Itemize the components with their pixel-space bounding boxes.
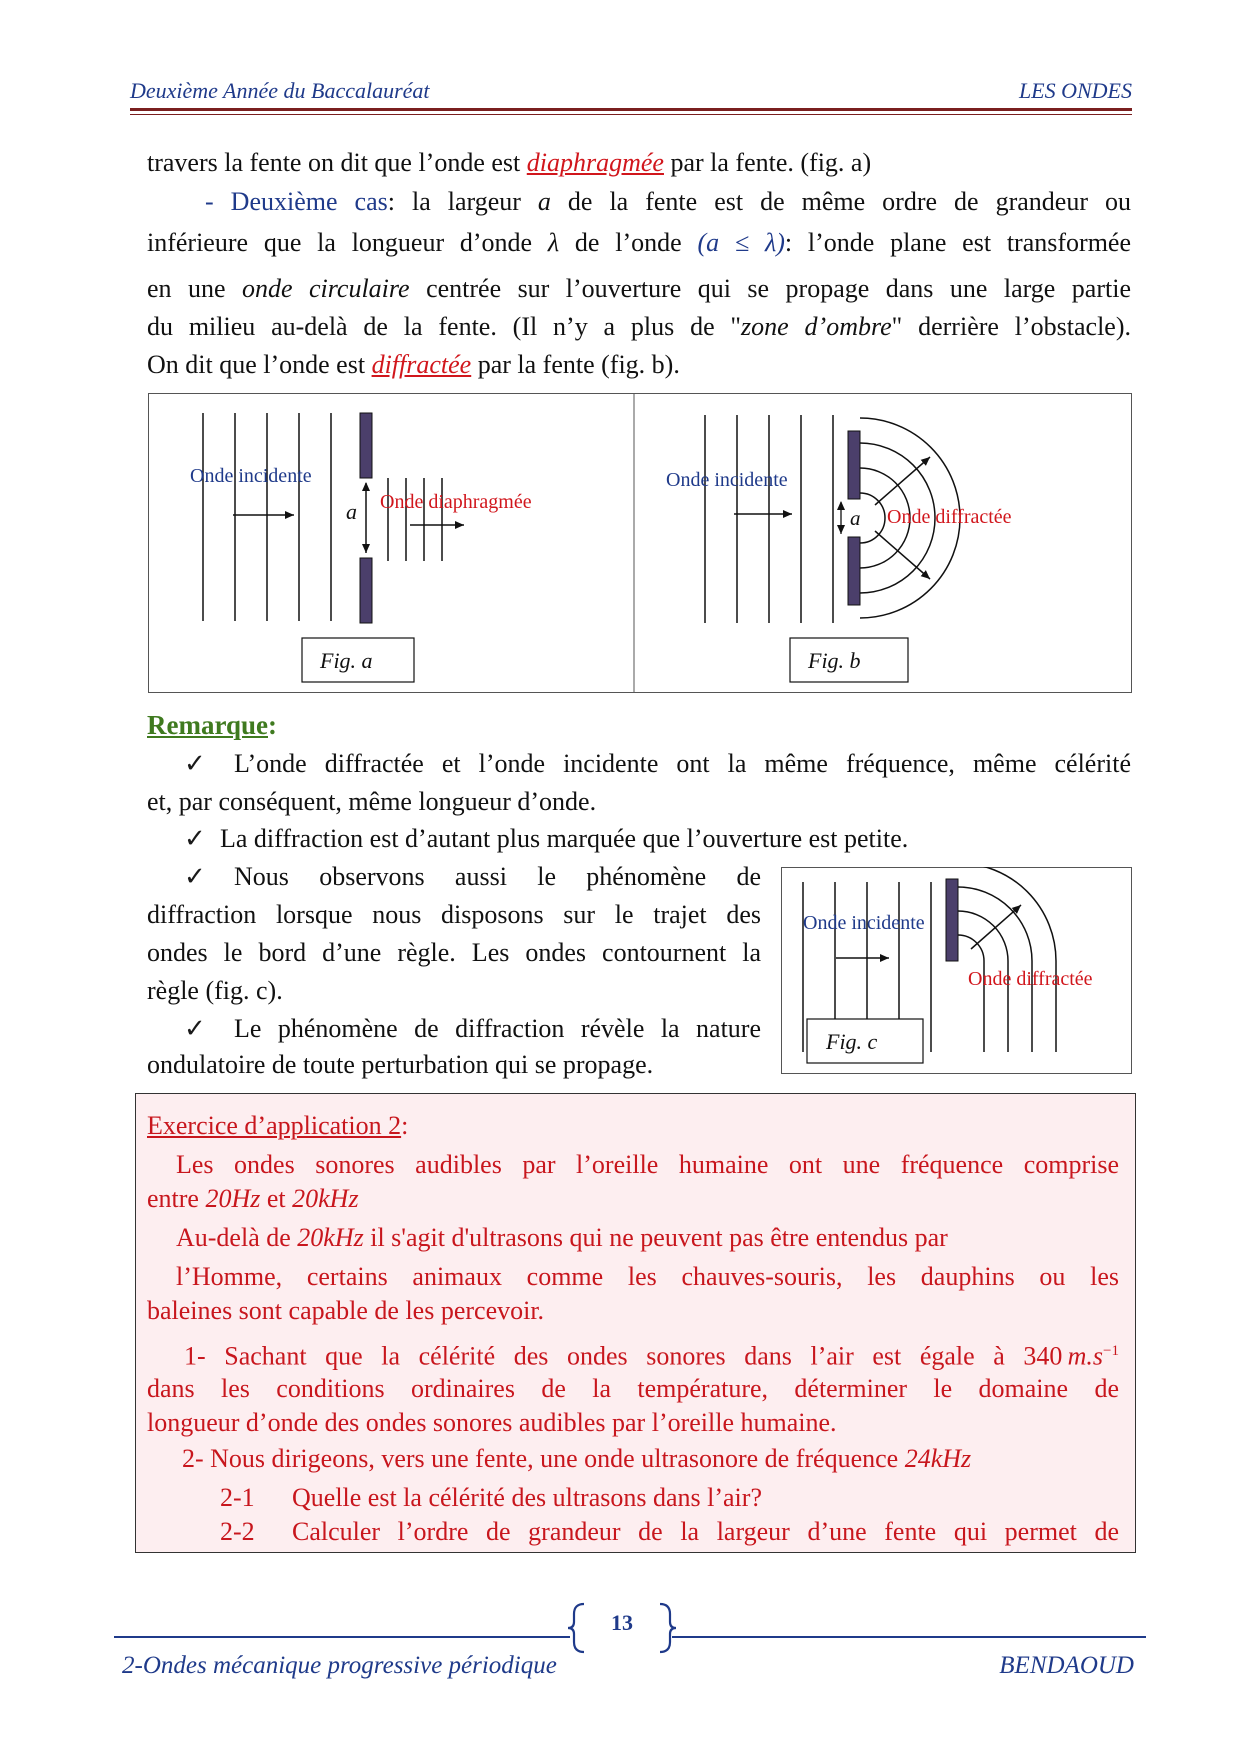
exercise-q1-line-1: 1- Sachant que la célérité des ondes sonores dans l’air est égale à 340 $m.s^{-1}$ (184, 1341, 1119, 1371)
label-slit-width-b: a (850, 506, 861, 530)
label-incident-b: Onde incidente (666, 469, 788, 491)
checkmark-icon: ✓ (184, 862, 206, 891)
footer-rule-left (114, 1636, 570, 1638)
label-incident-c: Onde incidente (803, 912, 925, 934)
exercise-q21-text: Quelle est la célérité des ultrasons dans l’air? (292, 1483, 762, 1512)
remark-3-check (184, 862, 206, 892)
exercise-q1-line-2: dans les conditions ordinaires de la température, déterminer le domaine de (147, 1374, 1119, 1403)
label-diffracted-wave-c: Onde diffractée (968, 968, 1093, 990)
caption-fig-b: Fig. b (808, 648, 861, 673)
checkmark-icon: ✓ (184, 824, 206, 853)
exercise-p1-line-1: Les ondes sonores audibles par l’oreille humaine ont une fréquence comprise (176, 1150, 1119, 1179)
page-number: 13 (611, 1610, 633, 1635)
condition-formula: (a ≤ λ) (697, 228, 785, 257)
frequency-24khz: 24kHz (904, 1444, 972, 1473)
slit-wall-bottom-a (360, 558, 372, 623)
text-line-5: du milieu au-delà de la fente. (Il n’y a plus de "zone d’ombre" derrière l’obstacle). (147, 312, 1131, 341)
figure-c (781, 867, 1132, 1074)
frequency-20khz: 20kHz (292, 1184, 359, 1213)
text-line-1: travers la fente on dit que l’onde est diaphragmée par la fente. (fig. a) (147, 148, 872, 177)
figure-ab (148, 393, 1132, 693)
header-rule (130, 108, 1132, 111)
header-rule-thin (130, 114, 1132, 115)
remark-3-line-4: règle (fig. c). (147, 976, 283, 1005)
label-diffracted-wave-b: Onde diffractée (887, 506, 1012, 528)
checkmark-icon: ✓ (184, 1014, 206, 1043)
remark-2-check (184, 824, 206, 854)
text-line-4: en une onde circulaire centrée sur l’ouverture qui se propage dans une large partie (147, 274, 1131, 303)
exercise-p3-line-1: l’Homme, certains animaux comme les chauves-souris, les dauphins ou les (176, 1262, 1119, 1291)
slit-wall-bottom-b (848, 537, 860, 605)
ruler-edge (946, 879, 958, 961)
footer-chapter: 2-Ondes mécanique progressive périodique (122, 1652, 557, 1679)
remark-3-line-1: Nous observons aussi le phénomène de (234, 862, 761, 891)
exercise-p1-line-2: entre 20Hz et 20kHz (147, 1184, 359, 1213)
checkmark-icon: ✓ (184, 749, 206, 778)
speed-value: 340 (1023, 1341, 1063, 1371)
slit-wall-top-b (848, 431, 860, 499)
frequency-20hz: 20Hz (205, 1184, 261, 1213)
text-line-3: inférieure que la longueur d’onde λ de l’onde (a ≤ λ): l’onde plane est transformée (147, 228, 1131, 257)
text-line-2: - Deuxième cas: la largeur a de la fente est de même ordre de grandeur ou (205, 187, 1131, 216)
exercise-q21-number: 2-1 (220, 1483, 255, 1512)
term-diaphragmee: diaphragmée (526, 148, 664, 177)
exercise-p2: Au-delà de 20kHz il s'agit d'ultrasons qui ne peuvent pas être entendus par (176, 1223, 948, 1252)
remark-3-line-3: ondes le bord d’une règle. Les ondes contournent la (147, 938, 761, 967)
remarque-heading: Remarque: (147, 710, 277, 740)
footer-rule-right (672, 1636, 1146, 1638)
remark-4-check (184, 1014, 206, 1044)
remark-1-check (184, 749, 206, 779)
caption-fig-c: Fig. c (826, 1029, 878, 1054)
text-line-6: On dit que l’onde est diffractée par la fente (fig. b). (147, 350, 680, 379)
label-diaphragm-wave: Onde diaphragmée (380, 491, 532, 513)
header-course-title: Deuxième Année du Baccalauréat (130, 78, 430, 103)
case-label: Deuxième cas (230, 187, 388, 216)
exercise-q22-number: 2-2 (220, 1517, 255, 1546)
remark-2-text: La diffraction est d’autant plus marquée que l’ouverture est petite. (220, 824, 909, 853)
remark-3-line-2: diffraction lorsque nous disposons sur le trajet des (147, 900, 761, 929)
caption-fig-a: Fig. a (320, 648, 373, 673)
footer-author: BENDAOUD (999, 1652, 1134, 1679)
exercise-p3-line-2: baleines sont capable de les percevoir. (147, 1296, 545, 1325)
exercise-q2: 2- Nous dirigeons, vers une fente, une onde ultrasonore de fréquence 24kHz (182, 1444, 972, 1473)
label-slit-width-a: a (346, 499, 357, 524)
remark-4-line-2: ondulatoire de toute perturbation qui se propage. (147, 1050, 654, 1079)
term-diffractee: diffractée (371, 350, 472, 379)
remark-1-line-2: et, par conséquent, même longueur d’onde. (147, 787, 597, 816)
exercise-title: Exercice d’application 2: (147, 1111, 409, 1140)
exercise-q1-line-3: longueur d’onde des ondes sonores audibles par l’oreille humaine. (147, 1408, 837, 1437)
exercise-q22-text: Calculer l’ordre de grandeur de la largeur d’une fente qui permet de (292, 1517, 1119, 1546)
slit-wall-top-a (360, 413, 372, 478)
header-chapter-title: LES ONDES (1018, 78, 1132, 103)
label-incident-a: Onde incidente (190, 465, 312, 487)
remark-1-line-1: L’onde diffractée et l’onde incidente ont la même fréquence, même célérité (234, 749, 1131, 778)
remark-4-line-1: Le phénomène de diffraction révèle la nature (234, 1014, 761, 1043)
